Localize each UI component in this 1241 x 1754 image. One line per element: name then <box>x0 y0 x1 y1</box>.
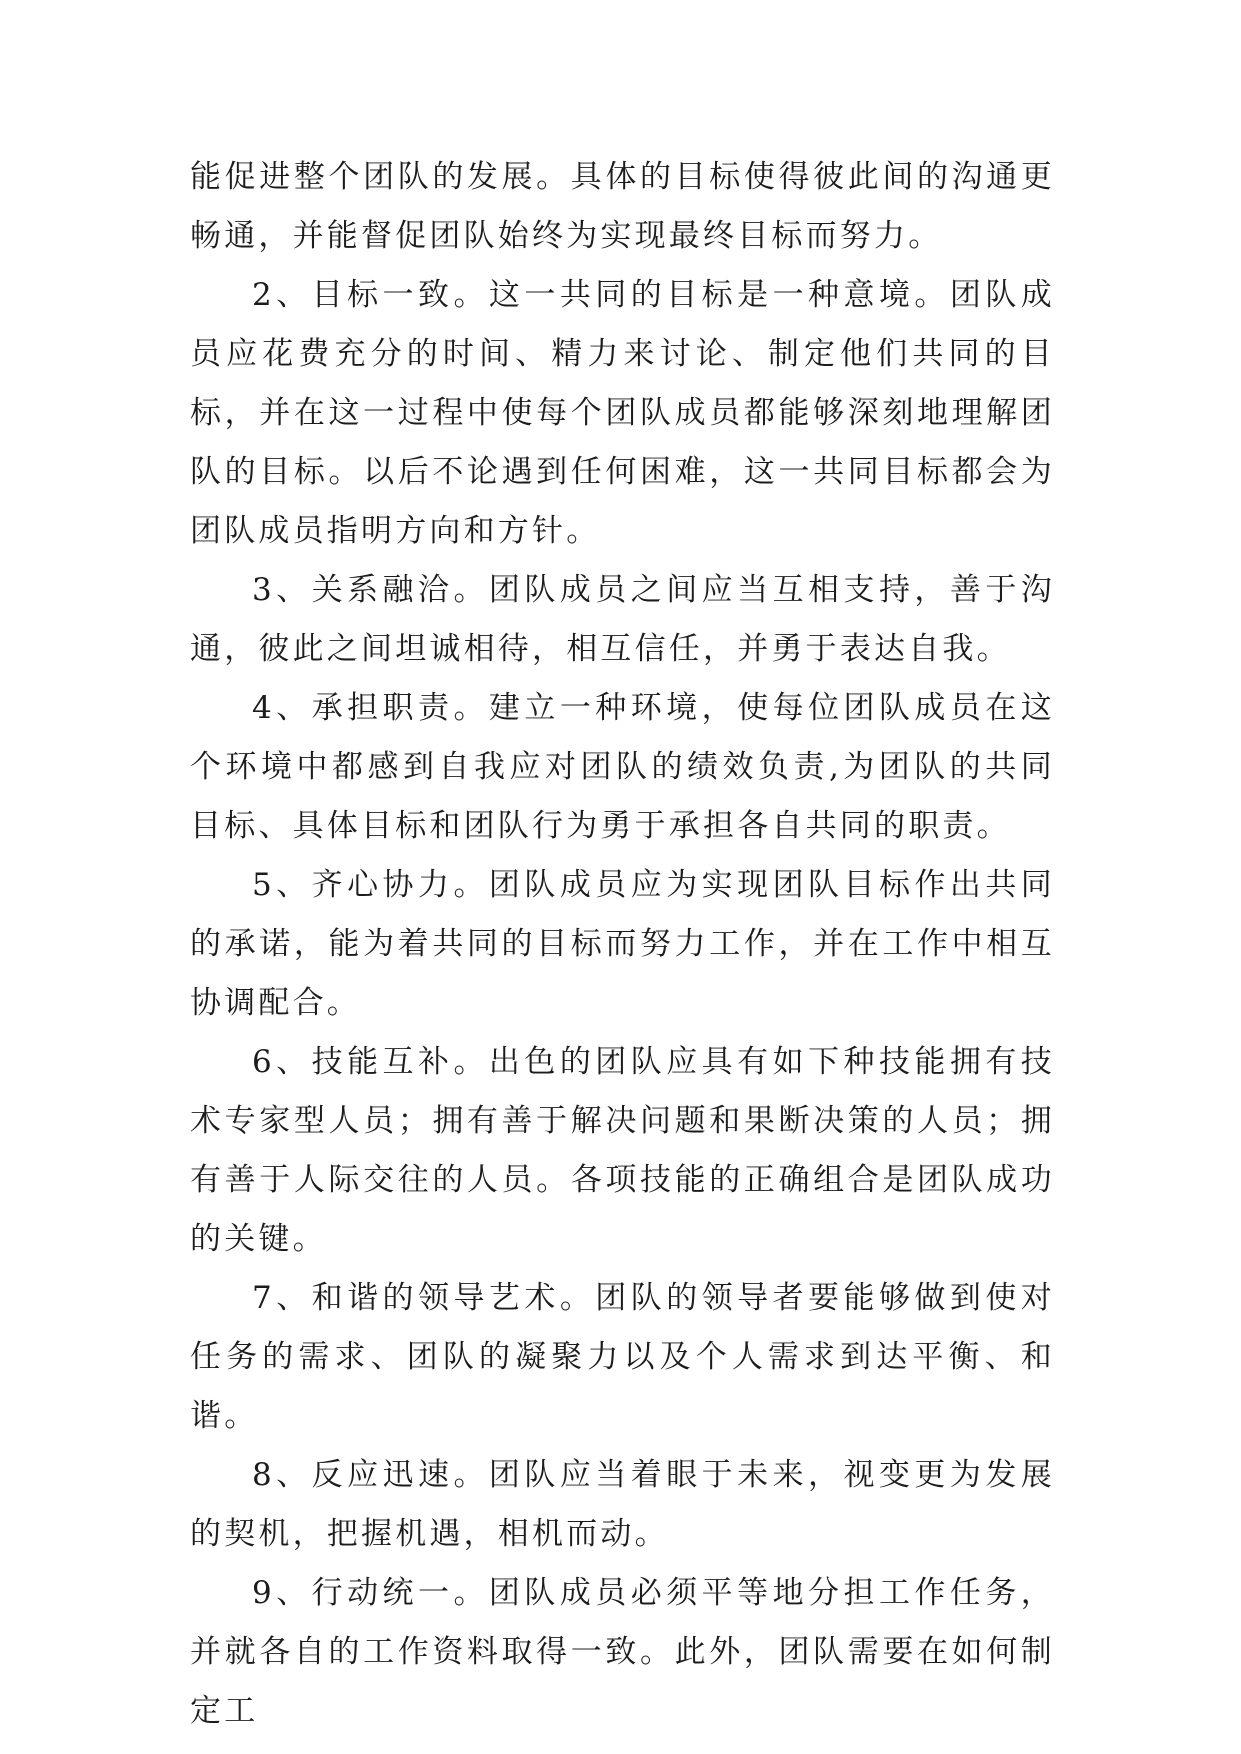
paragraph-item-2: 2、目标一致。这一共同的目标是一种意境。团队成员应花费充分的时间、精力来讨论、制定他们共同的目标，并在这一过程中使每个团队成员都能够深刻地理解团队的目标。以后不论遇到任何困难，这一共同目标都会为团队成员指明方向和方针。 <box>190 277 1055 549</box>
document-body <box>190 148 1055 1741</box>
paragraph-item-6: 6、技能互补。出色的团队应具有如下种技能拥有技术专家型人员；拥有善于解决问题和果断决策的人员；拥有善于人际交往的人员。各项技能的正确组合是团队成功的关键。 <box>190 1044 1055 1257</box>
paragraph-item-4: 4、承担职责。建立一种环境，使每位团队成员在这个环境中都感到自我应对团队的绩效负责,为团队的共同目标、具体目标和团队行为勇于承担各自共同的职责。 <box>190 690 1055 844</box>
paragraph-item-9: 9、行动统一。团队成员必须平等地分担工作任务，并就各自的工作资料取得一致。此外，团队需要在如何制定工 <box>190 1575 1055 1729</box>
paragraph-item-8: 8、反应迅速。团队应当着眼于未来，视变更为发展的契机，把握机遇，相机而动。 <box>190 1457 1055 1552</box>
paragraph-item-5: 5、齐心协力。团队成员应为实现团队目标作出共同的承诺，能为着共同的目标而努力工作，并在工作中相互协调配合。 <box>190 867 1055 1021</box>
paragraph-item-7: 7、和谐的领导艺术。团队的领导者要能够做到使对任务的需求、团队的凝聚力以及个人需求到达平衡、和谐。 <box>190 1280 1055 1434</box>
paragraph-continuation: 能促进整个团队的发展。具体的目标使得彼此间的沟通更畅通，并能督促团队始终为实现最终目标而努力。 <box>190 159 1055 254</box>
paragraph-item-3: 3、关系融洽。团队成员之间应当互相支持，善于沟通，彼此之间坦诚相待，相互信任，并勇于表达自我。 <box>190 572 1055 667</box>
